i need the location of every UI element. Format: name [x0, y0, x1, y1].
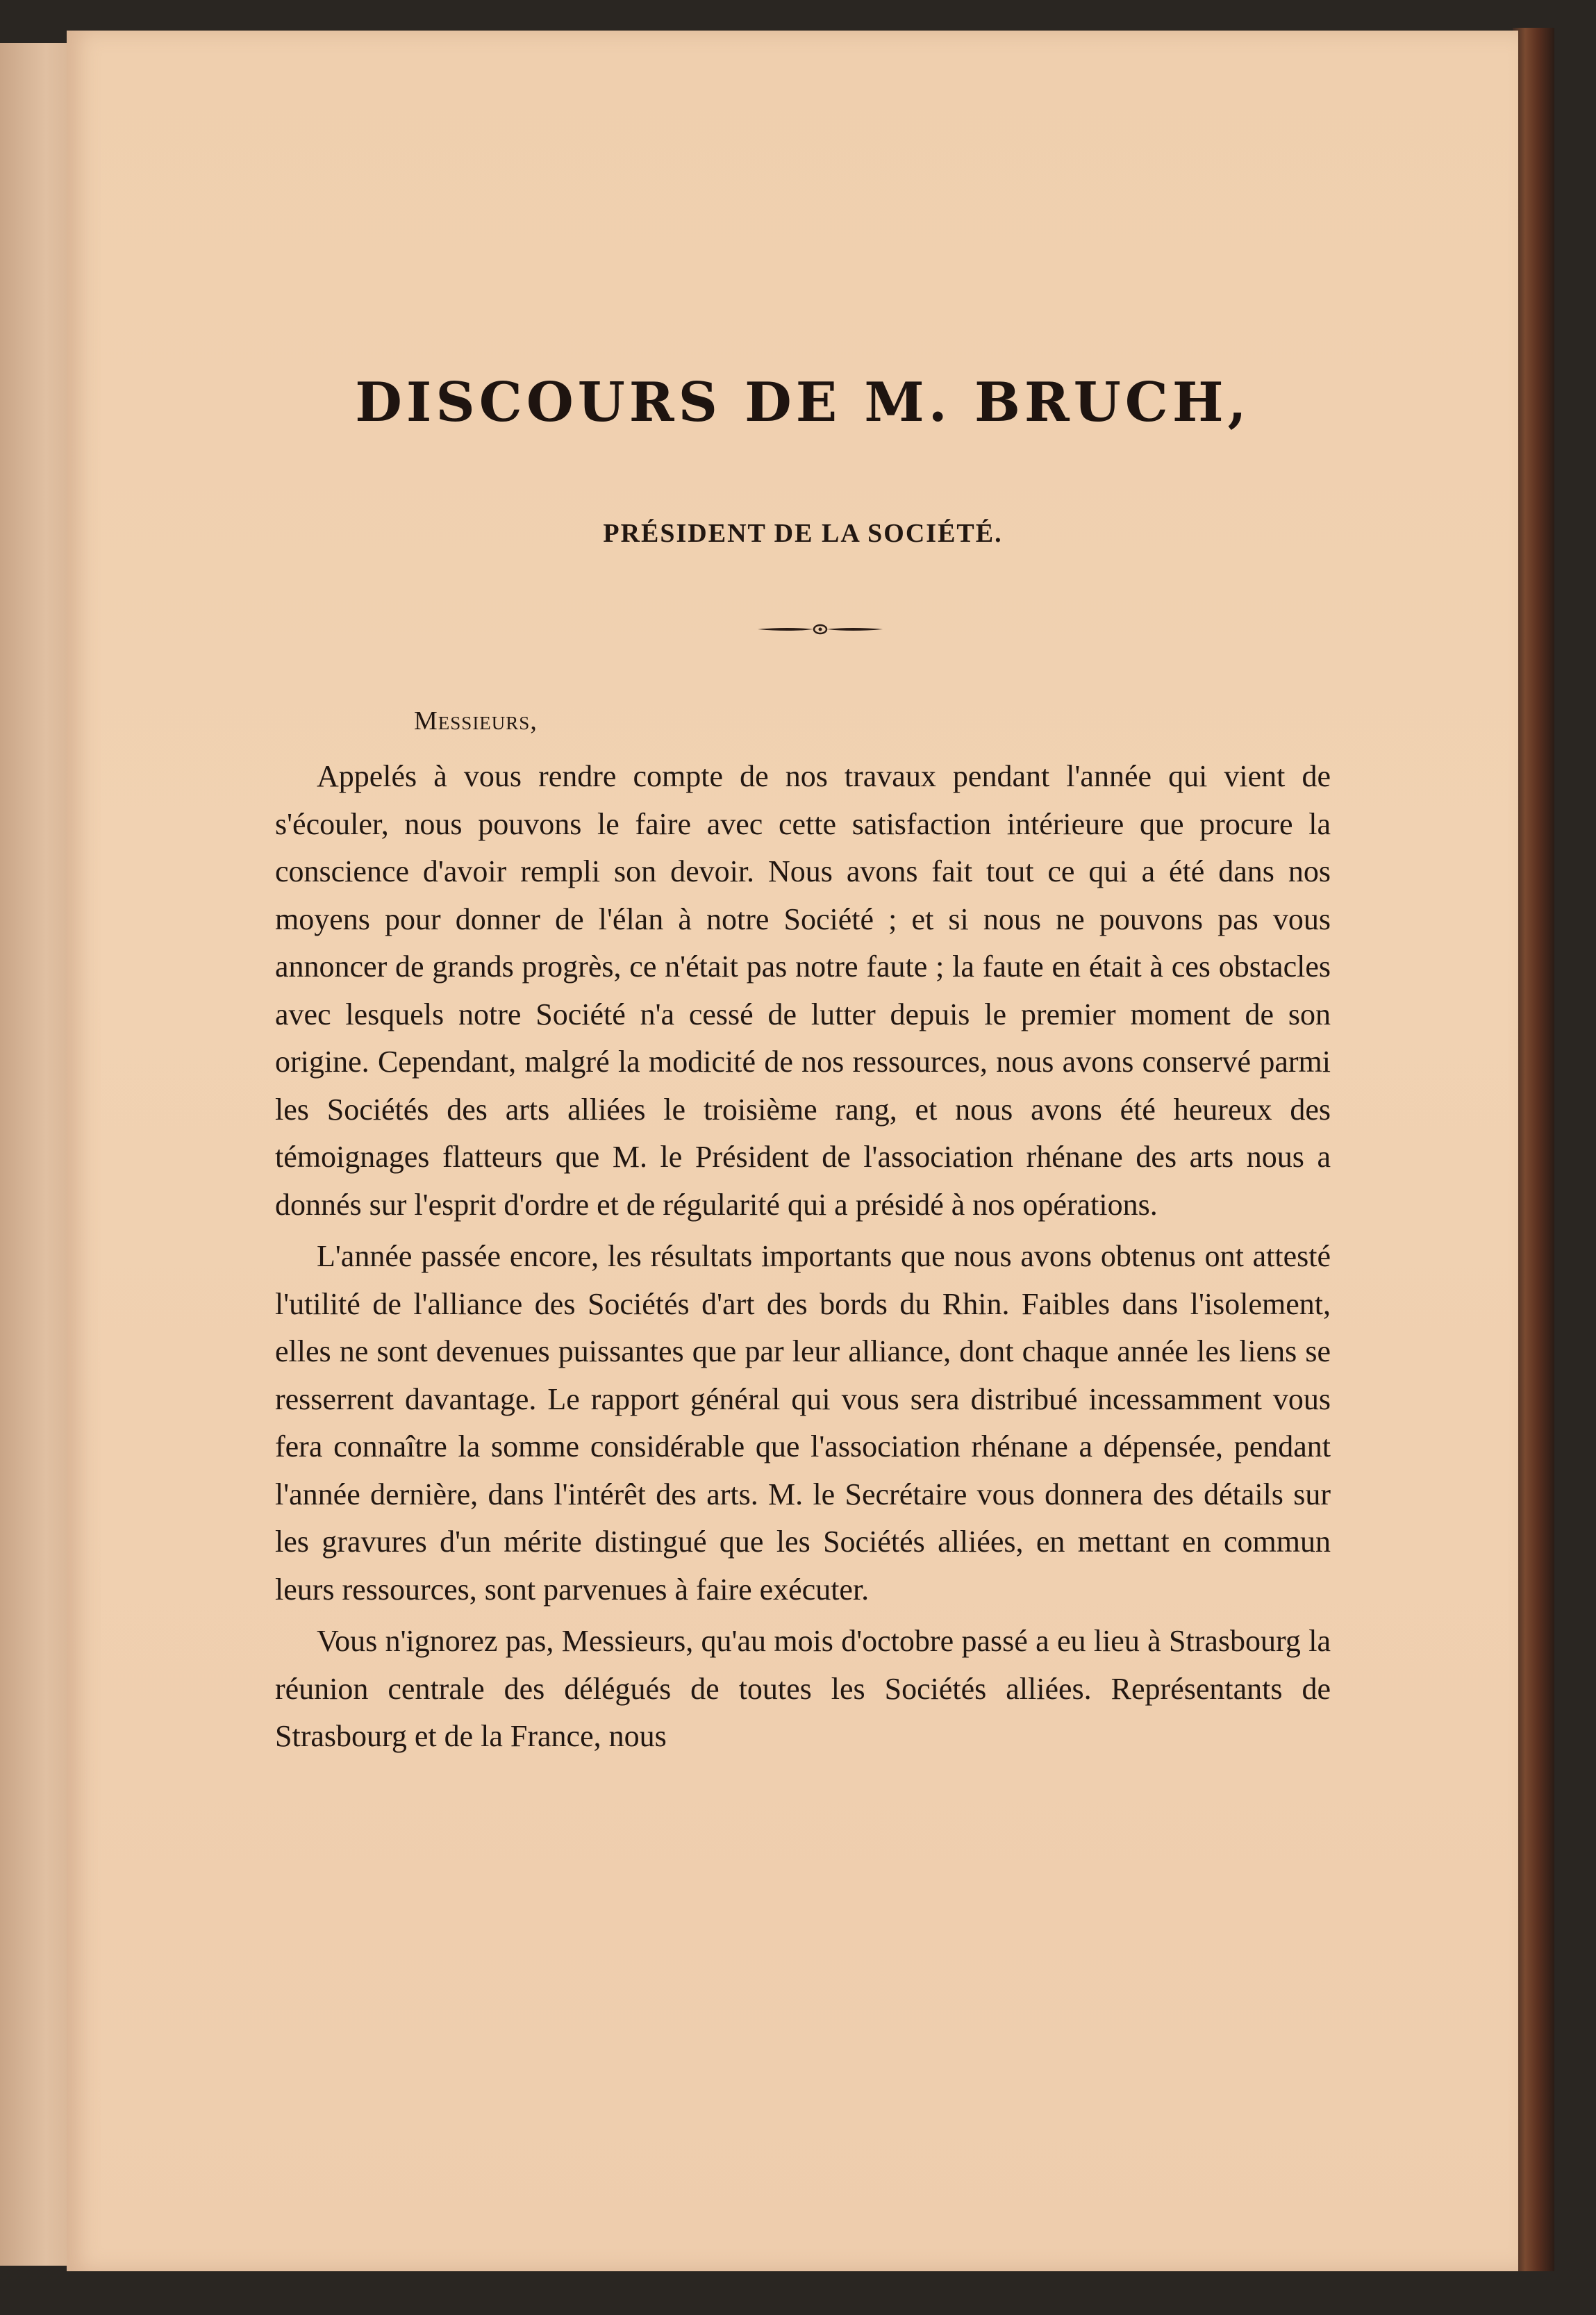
paragraph: Vous n'ignorez pas, Messieurs, qu'au mois d'octobre passé a eu lieu à Strasbourg la réunion centrale des délégués de toutes les Sociétés alliées. Représentants de Strasbourg et de la France, nous [275, 1624, 1331, 1753]
book-page [67, 31, 1518, 2271]
salutation: Messieurs, [414, 706, 538, 736]
paragraph: L'année passée encore, les résultats importants que nous avons obtenus ont attesté l'utilité de l'alliance des Sociétés d'art des bords du Rhin. Faibles dans l'isolement, elles ne sont devenues puissantes que par leur alliance, dont chaque année les liens se resserrent davantage. Le rapport général qui vous sera distribué incessamment vous fera connaître la somme considérable que l'association rhénane a dépensée, pendant l'année dernière, dans l'intérêt des arts. M. le Secrétaire vous donnera des détails sur les gravures d'un mérite distingué que les Sociétés alliées, en mettant en commun leurs ressources, sont parvenues à faire exécuter. [275, 1239, 1331, 1607]
paragraph: Appelés à vous rendre compte de nos travaux pendant l'année qui vient de s'écouler, nous pouvons le faire avec cette satisfaction intérieure que procure la conscience d'avoir rempli son devoir. Nous avons fait tout ce qui a été dans nos moyens pour donner de l'élan à notre Société ; et si nous ne pouvons pas vous annoncer de grands progrès, ce n'était pas notre faute ; la faute en était à ces obstacles avec lesquels notre Société n'a cessé de lutter depuis le premier moment de son origine. Cependant, malgré la modicité de nos ressources, nous avons conservé parmi les Sociétés des arts alliées le troisième rang, et nous avons été heureux des témoignages flatteurs que M. le Président de l'association rhénane des arts nous a donnés sur l'esprit d'ordre et de régularité qui a présidé à nos opérations. [275, 759, 1331, 1222]
page-subtitle: PRÉSIDENT DE LA SOCIÉTÉ. [603, 519, 1003, 548]
ornament-divider-icon [754, 621, 886, 638]
book-cover-edge [1513, 28, 1554, 2271]
page-title: DISCOURS DE M. BRUCH, [355, 371, 1251, 434]
body-text [275, 753, 1331, 1761]
